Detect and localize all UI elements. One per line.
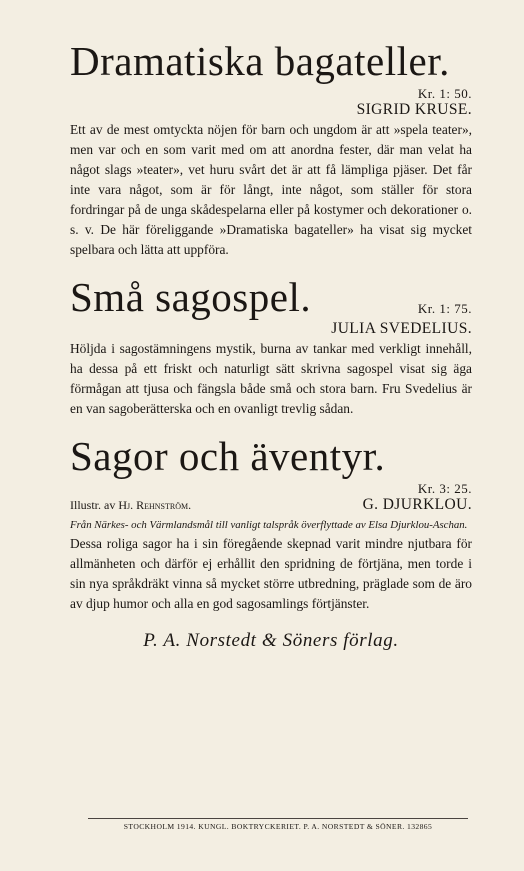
section-description: Ett av de mest omtyckta nöjen för barn och ungdom är att »spela teater», men var och en som varit med om att anordna fester, där man velat ha något slags »teater», vet huru svårt det är att få lämpliga pjäser. Det får inte vara något, som är för långt, inte något, som ställer för stora fordringar på de unga skådespelarna eller på kostymer och dekorationer o. s. v. De här föreliggande »Dramatiska bagateller» ha visat sig mycket spelbara och lätta att uppföra. — [70, 122, 472, 257]
section-dramatiska-bagateller — [70, 38, 472, 260]
price: Kr. 3: 25. — [417, 481, 472, 496]
section-description: Dessa roliga sagor ha i sin föregående skepnad varit mindre njutbara för allmänheten och därför ej erhållit den spridning de förtjäna, men torde i sin nya språkdräkt vinna så mycket större utbredning, präglade som de äro av djup humor och alla en god sagosamlings förtjänster. — [70, 536, 472, 611]
price: Kr. 1: 50. — [417, 86, 472, 101]
footer-divider — [88, 818, 468, 819]
catalog-page — [70, 38, 472, 652]
author: JULIA SVEDELIUS. — [331, 320, 472, 337]
author: G. DJURKLOU. — [362, 496, 472, 513]
publisher-line: P. A. Norstedt & Söners förlag. — [143, 630, 399, 651]
credits-row — [70, 496, 472, 514]
price: Kr. 1: 75. — [417, 301, 472, 316]
section-sma-sagospel — [70, 274, 472, 419]
section-subtitle: Från Närkes- och Värmlandsmål till vanligt talspråk överflyttade av Elsa Djurklou-Aschan. — [70, 519, 468, 531]
section-description: Höljda i sagostämningens mystik, burna av tankar med verkligt innehåll, ha dessa på ett friskt och naturligt sätt skrivna sagospel visat sig äga förmågan att tjusa och fängsla både små och stora barn. Fru Svedelius är en van sagoberätterska och en ovanligt trevlig sådan. — [70, 341, 472, 416]
author: SIGRID KRUSE. — [356, 101, 472, 118]
section-sagor-och-aventyr — [70, 433, 472, 614]
section-title: Dramatiska bagateller. — [70, 38, 450, 84]
section-title: Små sagospel. — [70, 274, 312, 320]
illustrator-credit — [70, 497, 191, 514]
printer-footer: STOCKHOLM 1914. KUNGL. BOKTRYCKERIET. P. A. NORSTEDT & SÖNER. 132865 — [123, 822, 433, 831]
title-row — [70, 274, 472, 320]
section-title: Sagor och äventyr. — [70, 433, 386, 479]
illustrator-prefix: Illustr. av — [70, 498, 116, 512]
illustrator-name: Hj. Rehnström. — [118, 498, 192, 512]
